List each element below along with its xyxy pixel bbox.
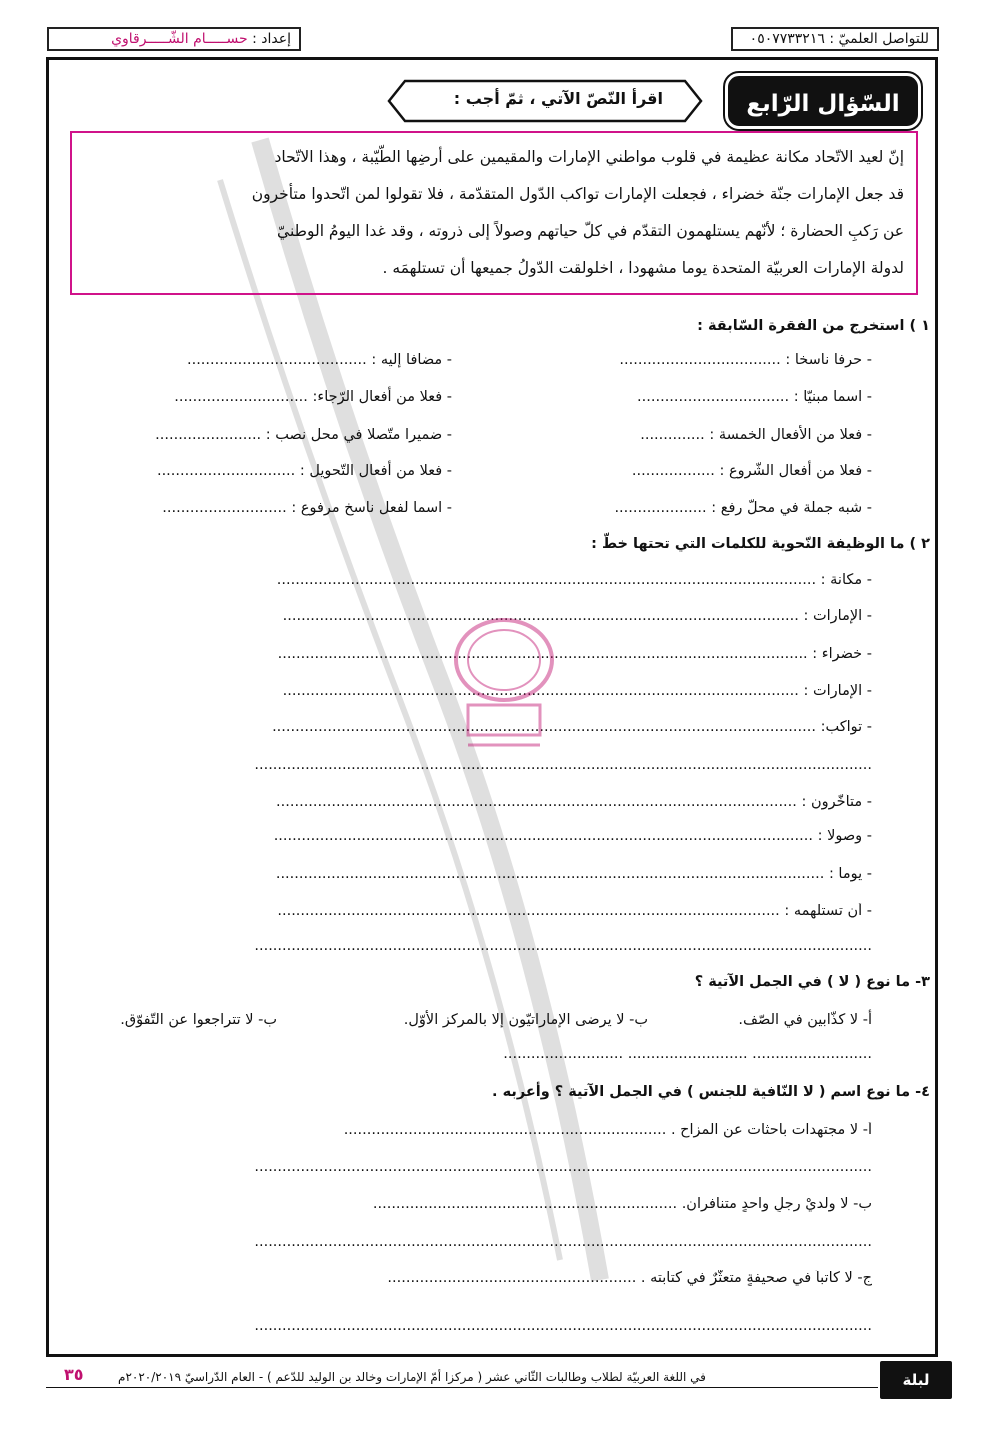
q3-sentence-a: أ- لا كذّابين في الصّف. (738, 1012, 872, 1028)
reading-passage (70, 131, 918, 295)
passage-line: لدولة الإمارات العربيّة المتحدة يوما مشهودا ، اخلولقت الدّولُ جميعها أن تستلهمَه . (382, 259, 904, 277)
contact-box (731, 27, 939, 51)
footer-line (46, 1387, 878, 1388)
author-box (47, 27, 301, 51)
q2-item: - الإمارات : ................................................................................................................ (282, 608, 872, 624)
q2-title: ٢ ) ما الوظيفة النّحوية للكلمات التي تحتها خطّ : (591, 536, 930, 552)
contact-text: للتواصل العلميّ : ٠٥٠٧٧٣٣٢١٦ (749, 31, 929, 47)
q1-item: - فعلا من أفعال الشّروع : .................. (631, 463, 872, 479)
q2-item: - أن تستلهمه : ............................................................................................................. (277, 903, 872, 919)
q2-item: - يوما : ....................................................................................................................... (275, 866, 872, 882)
q4-blank: ...................................................................................................................................... (254, 1159, 872, 1175)
passage-line: عن رَكبِ الحضارة ؛ لأنّهم يستلهمون التقدّم في كلّ حياتهم وصولاً إلى ذروته ، وقد غدا اليومُ الوطنيّ (277, 222, 904, 240)
q4-blank: ...................................................................................................................................... (254, 1318, 872, 1334)
q1-item: - فعلا من أفعال الرّجاء: ............................. (174, 389, 452, 405)
q2-item: - خضراء : ................................................................................................................... (277, 646, 872, 662)
instruction-box (387, 79, 703, 123)
q1-item: - اسما لفعل ناسخ مرفوع : ........................... (162, 500, 452, 516)
q3-answers: .......................... .......................... .......................... (503, 1046, 872, 1062)
instruction-text: اقرأ النّصّ الآتي ، ثمّ أجب : (453, 89, 663, 108)
q1-title: ١ ) استخرج من الفقرة السّابقة : (697, 318, 930, 334)
q2-item: - الإمارات : ................................................................................................................ (282, 683, 872, 699)
q2-item: ...................................................................................................................................... (254, 938, 872, 954)
passage-line: إنّ لعيد الاتّحاد مكانة عظيمة في قلوب مواطني الإمارات والمقيمين على أرضِها الطّيّبة ، وهذا الاتّحاد (274, 148, 904, 166)
q1-item: - فعلا من الأفعال الخمسة : .............. (640, 427, 872, 443)
q2-item: - وصولا : ..................................................................................................................... (273, 828, 872, 844)
q1-item: - ضميرا متّصلا في محل نصب : ....................... (155, 427, 452, 443)
q4-item-c: ج- لا كاتباً في صحيفةٍ متعثّرٌ في كتابته . ...................................................... (387, 1270, 872, 1286)
q4-blank: ...................................................................................................................................... (254, 1234, 872, 1250)
author-name: حســـــام الشّـــــرقاوي (111, 31, 248, 47)
question-title: السّؤال الرّابع (725, 73, 921, 129)
stamp-seal (448, 600, 560, 762)
q4-item-b: ب- لا ولديْ رجلٍ واحدٍ متنافران. .................................................................. (372, 1196, 872, 1212)
q2-item: - متأخّرون : ................................................................................................................. (276, 794, 872, 810)
q4-item-a: أ- لا مجتهدات باحثات عن المزاح . ...................................................................... (343, 1122, 872, 1138)
passage-line: قد جعل الإمارات جنّة خضراء ، فجعلت الإمارات تواكب الدّول المتقدّمة ، فلا تقولوا لمن اتّحدوا متأخرون (251, 185, 904, 203)
prepared-label: إعداد : (252, 31, 291, 47)
q1-item: - فعلا من أفعال التّحويل : .............................. (156, 463, 452, 479)
q1-item: - شبه جملة في محلّ رفع : .................... (614, 500, 872, 516)
q1-item: - اسما مبنيّا : ................................. (637, 389, 872, 405)
page-number: ٣٥ (64, 1365, 84, 1384)
q3-sentence-c: ب- لا تتراجعوا عن التّفوّق. (120, 1012, 277, 1028)
q3-sentence-b: ب- لا يرضى الإماراتيّون إلا بالمركز الأوّل. (403, 1012, 648, 1028)
q2-item: - مكانة : ..................................................................................................................... (276, 572, 872, 588)
q1-item: - حرفا ناسخا : ................................... (619, 352, 872, 368)
footer-text: في اللغة العربيّة لطلاب وطالبات الثّاني عشر ( مركزا أمّ الإمارات وخالد بن الوليد للدّعم ) - العام الدّراسيّ ٢٠٢٠/٢٠١٩م (118, 1370, 706, 1384)
q2-item: - تواكب: ...................................................................................................................... (272, 719, 872, 735)
q3-title: ٣- ما نوع ( لا ) في الجمل الآتية ؟ (694, 974, 930, 990)
q2-item: ...................................................................................................................................... (254, 757, 872, 773)
footer-logo: لبلة الامتحان (880, 1361, 952, 1399)
q1-item: - مضافا إليه : ....................................... (186, 352, 452, 368)
q4-title: ٤- ما نوع اسم ( لا النّافية للجنس ) في الجمل الآتية ؟ وأعربه . (492, 1084, 930, 1100)
